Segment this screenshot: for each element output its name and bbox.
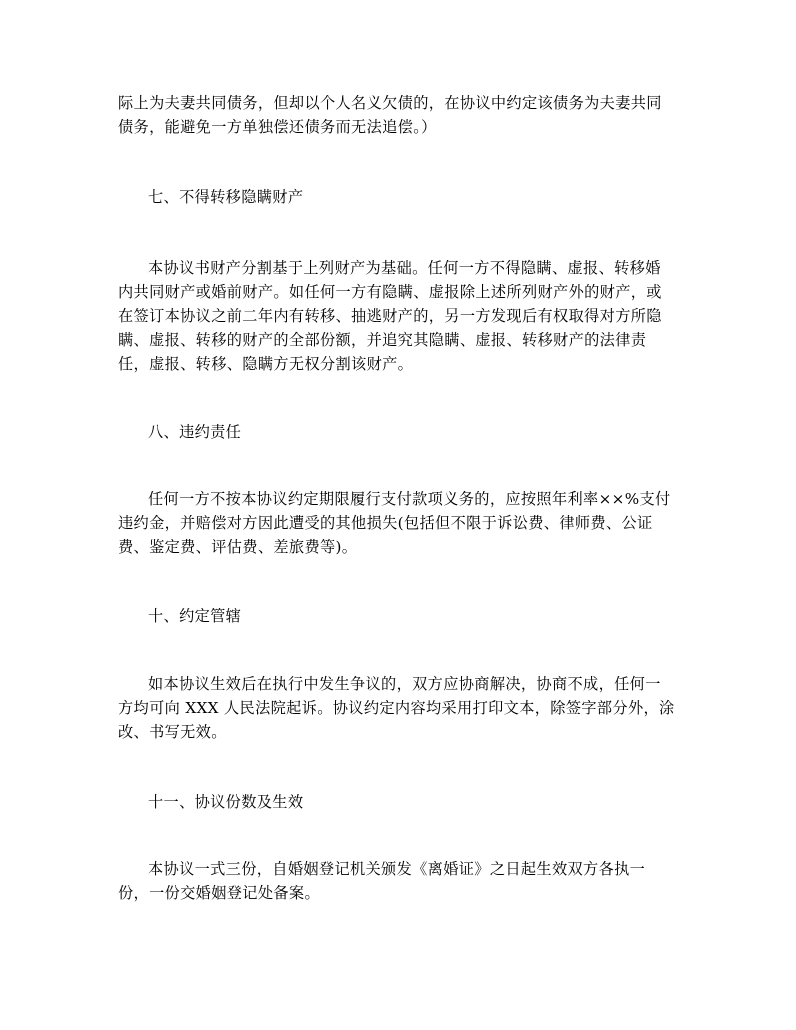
paragraph-line: 违约金，并赔偿对方因此遭受的其他损失(包括但不限于诉讼费、律师费、公证 (118, 514, 653, 532)
paragraph-line: 本协议书财产分割基于上列财产为基础。任何一方不得隐瞒、虚报、转移婚 (148, 259, 661, 277)
paragraph-line: 份，一份交婚姻登记处备案。 (118, 884, 320, 902)
section-heading-11: 十一、协议份数及生效 (148, 793, 304, 811)
paragraph-line: 在签订本协议之前二年内有转移、抽逃财产的，另一方发现后有权取得对方所隐 (118, 307, 662, 325)
paragraph-line: 改、书写无效。 (118, 723, 227, 741)
section-paragraph-11 (118, 857, 678, 905)
section-heading-7: 七、不得转移隐瞒财产 (148, 188, 304, 206)
paragraph-line: 内共同财产或婚前财产。如任何一方有隐瞒、虚报除上述所列财产外的财产，或 (118, 283, 662, 301)
paragraph-line: 任，虚报、转移、隐瞒方无权分割该财产。 (118, 355, 414, 373)
paragraph-line: 债务，能避免一方单独偿还债务而无法追偿。） (118, 118, 437, 136)
paragraph-line: 如本协议生效后在执行中发生争议的，双方应协商解决，协商不成，任何一 (148, 675, 661, 693)
section-paragraph-10 (118, 672, 678, 744)
paragraph-line: 方均可向 XXX 人民法院起诉。协议约定内容均采用打印文本，除签字部分外，涂 (118, 699, 675, 717)
section-heading-10: 十、约定管辖 (148, 607, 242, 625)
section-paragraph-8 (118, 487, 678, 559)
paragraph-line: 费、鉴定费、评估费、差旅费等)。 (118, 538, 358, 556)
section-heading-8: 八、违约责任 (148, 423, 242, 441)
paragraph-line: 际上为夫妻共同债务，但却以个人名义欠债的，在协议中约定该债务为夫妻共同 (118, 94, 662, 112)
paragraph-line: 任何一方不按本协议约定期限履行支付款项义务的，应按照年利率××%支付 (148, 490, 671, 508)
section-paragraph-7 (118, 256, 678, 376)
paragraph-line: 瞒、虚报、转移的财产的全部份额，并追究其隐瞒、虚报、转移财产的法律责 (118, 331, 647, 349)
intro-paragraph (118, 91, 678, 139)
paragraph-line: 本协议一式三份，自婚姻登记机关颁发《离婚证》之日起生效双方各执一 (148, 860, 646, 878)
